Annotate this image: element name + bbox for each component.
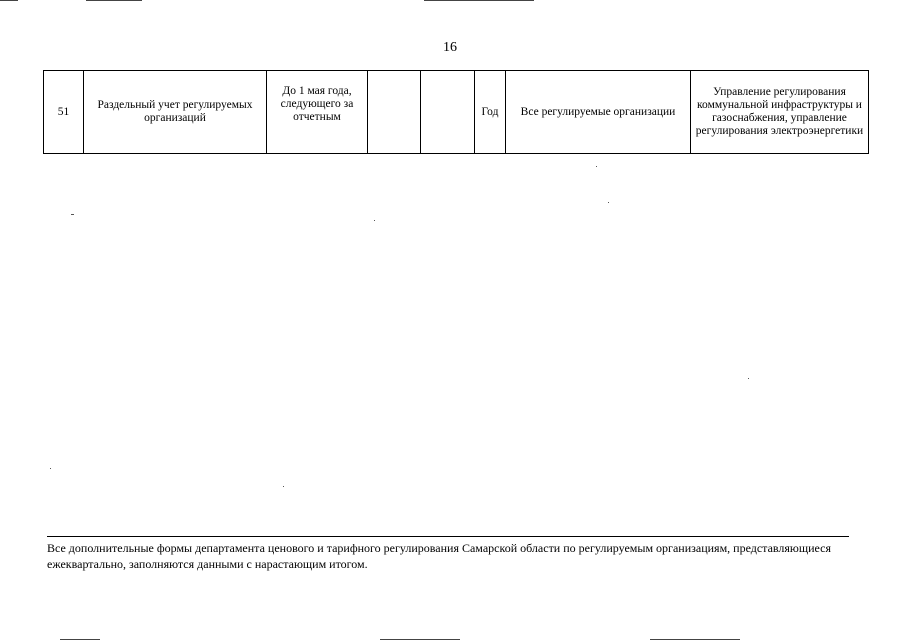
page-number: 16 <box>443 40 457 55</box>
footnote-divider <box>47 536 849 537</box>
blank-cell-1 <box>368 71 421 154</box>
document-table <box>43 70 869 154</box>
scan-speck <box>596 166 597 167</box>
period-cell: Год <box>475 71 506 154</box>
footnote-text: Все дополнительные формы департамента ценового и тарифного регулирования Самарской области по регулируемым организациям, представляющиеся ежеквартально, заполняются данными с нарастающим итогом. <box>47 541 832 571</box>
scan-speck <box>748 378 749 379</box>
scan-edge-mark <box>424 0 534 1</box>
scan-speck <box>374 220 375 221</box>
scan-speck <box>50 468 51 469</box>
responsible-department-cell: Управление регулирования коммунальной инфраструктуры и газоснабжения, управление регулирования электроэнергетики <box>691 71 869 154</box>
scope-cell: Все регулируемые организации <box>506 71 691 154</box>
scan-speck <box>608 202 609 203</box>
row-number-cell: 51 <box>44 71 84 154</box>
scan-speck <box>283 486 284 487</box>
indicator-name-cell: Раздельный учет регулируемых организаций <box>84 71 267 154</box>
scan-edge-mark <box>0 0 18 1</box>
scan-edge-mark <box>86 0 142 1</box>
table-row <box>44 71 869 154</box>
deadline-cell: До 1 мая года, следующего за отчетным <box>267 71 368 154</box>
scan-speck <box>71 214 74 215</box>
blank-cell-2 <box>421 71 475 154</box>
